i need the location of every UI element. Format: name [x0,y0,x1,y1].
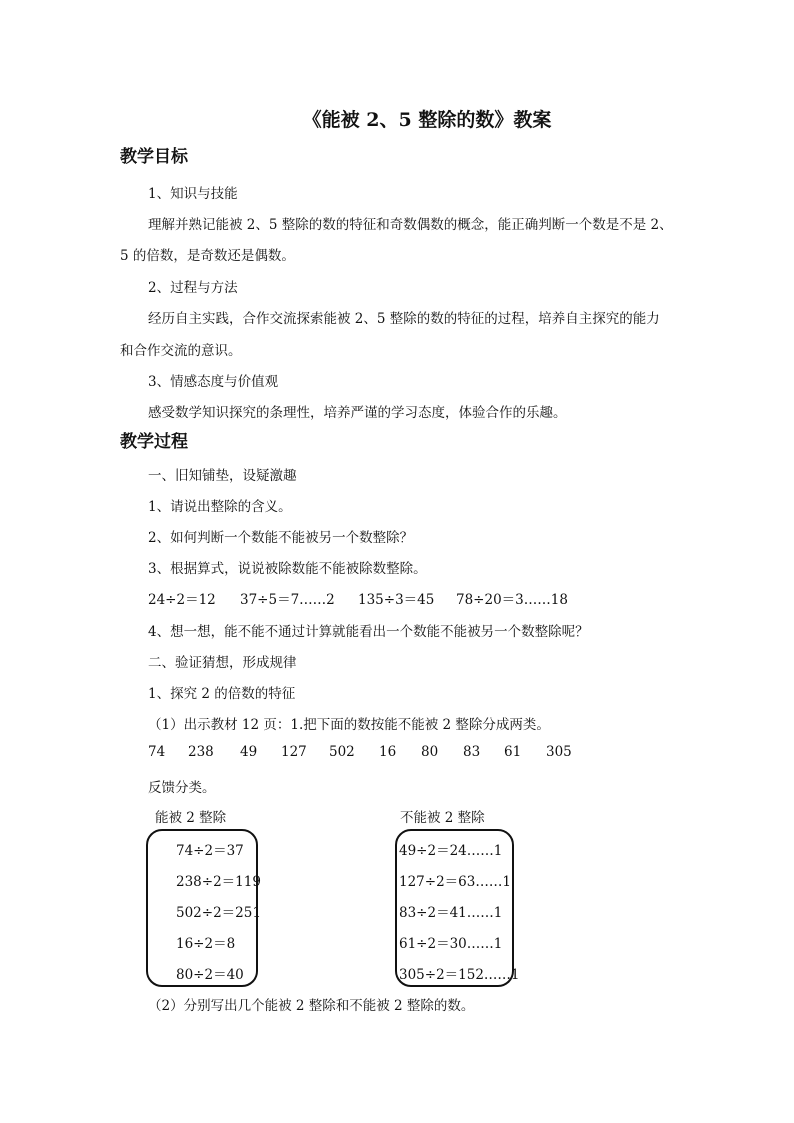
divisible-equation: 74÷2＝37 [176,843,244,859]
divisible-group-box [146,829,261,987]
expression-item: 135÷3＝45 [358,592,435,608]
goal-3-title: 3、情感态度与价值观 [148,374,279,390]
divisible-equation: 238÷2＝119 [176,874,261,890]
divisible-equation: 16÷2＝8 [176,936,236,952]
goal-2-text-line1: 经历自主实践，合作交流探索能被 2、5 整除的数的特征的过程，培养自主探究的能力 [148,311,660,327]
document-title: 《能被 2、5 整除的数》教案 [302,109,552,131]
number-item: 127 [281,744,307,760]
not-divisible-group-box [395,829,520,987]
not-divisible-equation: 61÷2＝30……1 [399,936,503,952]
not-divisible-equation: 49÷2＝24……1 [399,843,503,859]
part-2-title: 二、验证猜想，形成规律 [148,655,297,671]
number-item: 80 [421,744,439,760]
expression-item: 78÷20＝3……18 [456,592,568,608]
number-item: 61 [504,744,522,760]
number-item: 49 [240,744,258,760]
divisible-equation: 80÷2＝40 [176,967,244,983]
not-divisible-equation: 127÷2＝63……1 [399,874,511,890]
number-item: 83 [463,744,481,760]
heading-teaching-goals: 教学目标 [120,147,188,167]
expression-item: 37÷5＝7……2 [240,592,335,608]
not-divisible-equation: 305÷2＝152……1 [399,967,520,983]
divisible-equation: 502÷2＝251 [176,905,261,921]
step-1-task-a: （1）出示教材 12 页：1.把下面的数按能不能被 2 整除分成两类。 [148,717,550,733]
goal-3-text: 感受数学知识探究的条理性，培养严谨的学习态度，体验合作的乐趣。 [148,405,567,421]
goal-1-text-line1: 理解并熟记能被 2、5 整除的数的特征和奇数偶数的概念，能正确判断一个数是不是 2、 [148,217,673,233]
goal-2-text-line2: 和合作交流的意识。 [120,343,242,359]
number-item: 238 [188,744,214,760]
number-item: 502 [329,744,355,760]
step-1-task-b: （2）分别写出几个能被 2 整除和不能被 2 整除的数。 [148,998,475,1014]
goal-2-title: 2、过程与方法 [148,280,238,296]
question-1: 1、请说出整除的含义。 [148,499,292,515]
number-item: 74 [148,744,166,760]
part-1-title: 一、旧知铺垫，设疑激趣 [148,468,297,484]
number-item: 305 [546,744,572,760]
heading-teaching-process: 教学过程 [120,432,188,452]
expression-item: 24÷2＝12 [148,592,216,608]
question-2: 2、如何判断一个数能不能被另一个数整除？ [148,530,414,546]
not-divisible-label: 不能被 2 整除 [400,810,485,826]
not-divisible-equation: 83÷2＝41……1 [399,905,503,921]
divisible-label: 能被 2 整除 [155,810,227,826]
goal-1-text-line2: 5 的倍数，是奇数还是偶数。 [120,248,295,264]
number-item: 16 [379,744,397,760]
question-3: 3、根据算式，说说被除数能不能被除数整除。 [148,561,427,577]
goal-1-title: 1、知识与技能 [148,186,238,202]
step-1-title: 1、探究 2 的倍数的特征 [148,686,296,702]
question-4: 4、想一想，能不能不通过计算就能看出一个数能不能被另一个数整除呢？ [148,624,589,640]
feedback-text: 反馈分类。 [148,780,216,796]
